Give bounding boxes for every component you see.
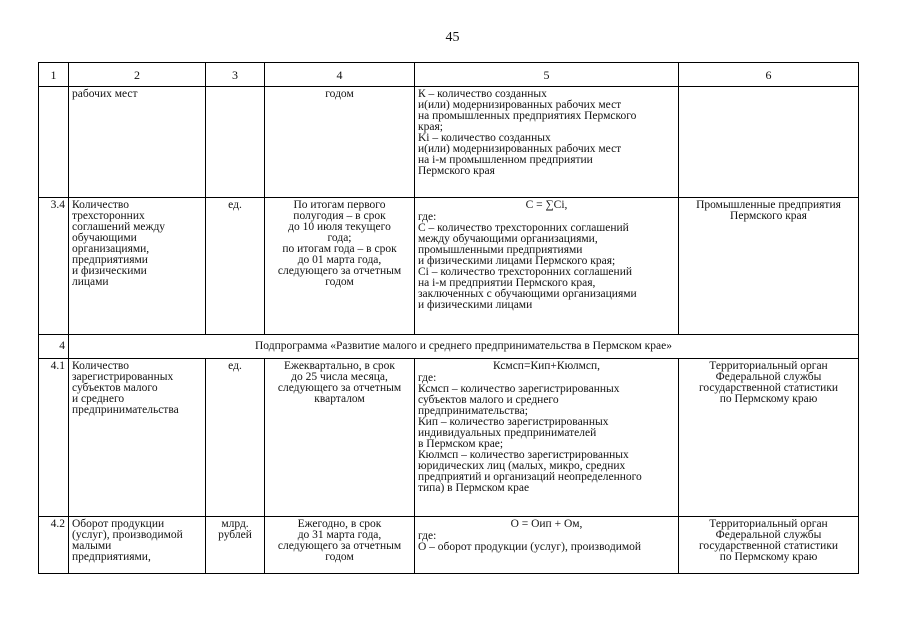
text-line: и(или) модернизированных рабочих мест bbox=[418, 99, 622, 111]
text-line: между обучающими организациями, bbox=[418, 233, 598, 245]
deadline-cell bbox=[265, 198, 415, 335]
text-line: Кюлмсп – количество зарегистрированных bbox=[418, 449, 629, 461]
text-line: предпринимательства; bbox=[418, 405, 528, 417]
text-line: до 01 марта года, bbox=[297, 254, 382, 266]
text-line: Пермского края bbox=[418, 165, 495, 177]
text-line: млрд. bbox=[221, 518, 249, 530]
text-line: до 10 июля текущего bbox=[288, 221, 391, 233]
text-line: до 31 марта года, bbox=[297, 529, 382, 541]
text-line: Ki – количество созданных bbox=[418, 132, 551, 144]
text-line: предприятий и организаций неопределенного bbox=[418, 471, 642, 483]
text-line: С – количество трехсторонних соглашений bbox=[418, 222, 629, 234]
text-line: Количество bbox=[72, 360, 129, 372]
text-line: Федеральной службы bbox=[715, 529, 822, 541]
text-line: где: bbox=[418, 211, 437, 223]
table-row-3-4 bbox=[39, 198, 859, 335]
text-line: Количество bbox=[72, 199, 129, 211]
table-row-4-1 bbox=[39, 359, 859, 517]
calculation-cell bbox=[415, 198, 679, 335]
text-line: Ежегодно, в срок bbox=[297, 518, 382, 530]
text-line: предпринимательства bbox=[72, 404, 179, 416]
text-line: Кип – количество зарегистрированных bbox=[418, 416, 609, 428]
source-cell bbox=[679, 87, 859, 198]
text-line: юридических лиц (малых, микро, средних bbox=[418, 460, 626, 472]
text-line: промышленными предприятиями bbox=[418, 244, 583, 256]
row-number-cell: 4.1 bbox=[39, 359, 69, 517]
text-line: и(или) модернизированных рабочих мест bbox=[418, 143, 622, 155]
text-line: и физическими bbox=[72, 265, 147, 277]
header-cell: 1 bbox=[39, 63, 69, 87]
text-line: по Пермскому краю bbox=[719, 393, 818, 405]
unit-cell bbox=[206, 87, 265, 198]
subprogram-title: Подпрограмма «Развитие малого и среднего предпринимательства в Пермском крае» bbox=[69, 335, 859, 359]
text-line: Ci – количество трехсторонних соглашений bbox=[418, 266, 632, 278]
row-number-cell: 3.4 bbox=[39, 198, 69, 335]
table-row-continued bbox=[39, 87, 859, 198]
text-line: края; bbox=[418, 121, 443, 133]
text-line: на промышленных предприятиях Пермского bbox=[418, 110, 637, 122]
calculation-text bbox=[418, 212, 675, 311]
table-row-4-2 bbox=[39, 517, 859, 574]
table-row-4 bbox=[39, 335, 859, 359]
text-line: государственной статистики bbox=[698, 540, 839, 552]
deadline-cell: годом bbox=[265, 87, 415, 198]
header-row bbox=[39, 63, 859, 87]
text-line: обучающими bbox=[72, 232, 137, 244]
text-line: годом bbox=[325, 551, 354, 563]
text-line: заключенных с обучающими организациями bbox=[418, 288, 637, 300]
formula: О = Оип + Ом, bbox=[510, 518, 583, 530]
text-line: полугодия – в срок bbox=[293, 210, 386, 222]
deadline-cell bbox=[265, 517, 415, 574]
text-line: По итогам первого bbox=[293, 199, 386, 211]
page-number: 45 bbox=[445, 30, 460, 45]
text-line: трехсторонних bbox=[72, 210, 145, 222]
text-line: где: bbox=[418, 530, 437, 542]
header-cell: 4 bbox=[265, 63, 415, 87]
text-line: на i-м предприятии Пермского края, bbox=[418, 277, 596, 289]
text-line: Промышленные предприятия bbox=[696, 199, 841, 211]
unit-cell: ед. bbox=[206, 359, 265, 517]
text-line: где: bbox=[418, 372, 437, 384]
calculation-text bbox=[418, 373, 675, 494]
text-line: типа) в Пермском крае bbox=[418, 482, 530, 494]
text-line: малыми bbox=[72, 540, 112, 552]
text-line: зарегистрированных bbox=[72, 371, 174, 383]
text-line: субъектов малого и среднего bbox=[418, 394, 559, 406]
text-line: субъектов малого bbox=[72, 382, 158, 394]
calculation-cell bbox=[415, 87, 679, 198]
text-line: по Пермскому краю bbox=[719, 551, 818, 563]
deadline-cell bbox=[265, 359, 415, 517]
unit-cell bbox=[206, 517, 265, 574]
indicator-name-cell bbox=[69, 359, 206, 517]
text-line: Ксмсп – количество зарегистрированных bbox=[418, 383, 620, 395]
source-cell bbox=[679, 359, 859, 517]
text-line: в Пермском крае; bbox=[418, 438, 504, 450]
calculation-cell bbox=[415, 359, 679, 517]
header-cell: 5 bbox=[415, 63, 679, 87]
text-line: индивидуальных предпринимателей bbox=[418, 427, 597, 439]
text-line: следующего за отчетным bbox=[277, 265, 402, 277]
text-line: и физическими лицами Пермского края; bbox=[418, 255, 616, 267]
header-cell: 2 bbox=[69, 63, 206, 87]
indicator-table bbox=[38, 62, 859, 574]
indicator-name-cell bbox=[69, 198, 206, 335]
text-line: следующего за отчетным bbox=[277, 540, 402, 552]
text-line: по итогам года – в срок bbox=[282, 243, 397, 255]
text-line: Пермского края bbox=[730, 210, 807, 222]
text-line: лицами bbox=[72, 276, 109, 288]
text-line: Оборот продукции bbox=[72, 518, 165, 530]
text-line: и физическими лицами bbox=[418, 299, 533, 311]
text-line: годом bbox=[325, 276, 354, 288]
formula: Ксмсп=Кип+Кюлмсп, bbox=[492, 360, 601, 372]
text-line: О – оборот продукции (услуг), производимой bbox=[418, 541, 642, 553]
text-line: Территориальный орган bbox=[709, 360, 828, 372]
text-line: предприятиями bbox=[72, 254, 148, 266]
text-line: К – количество созданных bbox=[418, 88, 547, 100]
text-line: рублей bbox=[218, 529, 252, 541]
text-line: до 25 числа месяца, bbox=[291, 371, 388, 383]
text-line: и среднего bbox=[72, 393, 125, 405]
formula: C = ∑Ci, bbox=[525, 199, 568, 211]
row-number-cell: 4.2 bbox=[39, 517, 69, 574]
unit-cell: ед. bbox=[206, 198, 265, 335]
text-line: предприятиями, bbox=[72, 551, 151, 563]
header-cell: 3 bbox=[206, 63, 265, 87]
text-line: Федеральной службы bbox=[715, 371, 822, 383]
text-line: Ежеквартально, в срок bbox=[284, 360, 395, 372]
calculation-cell bbox=[415, 517, 679, 574]
calculation-text bbox=[418, 531, 675, 553]
source-cell bbox=[679, 198, 859, 335]
row-number-cell bbox=[39, 87, 69, 198]
text-line: на i-м промышленном предприятии bbox=[418, 154, 593, 166]
text-line: соглашений между bbox=[72, 221, 166, 233]
indicator-name-cell bbox=[69, 517, 206, 574]
text-line: года; bbox=[327, 232, 352, 244]
header-cell: 6 bbox=[679, 63, 859, 87]
text-line: кварталом bbox=[314, 393, 365, 405]
row-number-cell: 4 bbox=[39, 335, 69, 359]
indicator-name-cell: рабочих мест bbox=[69, 87, 206, 198]
source-cell bbox=[679, 517, 859, 574]
text-line: организациями, bbox=[72, 243, 150, 255]
text-line: следующего за отчетным bbox=[277, 382, 402, 394]
text-line: государственной статистики bbox=[698, 382, 839, 394]
text-line: Территориальный орган bbox=[709, 518, 828, 530]
text-line: (услуг), производимой bbox=[72, 529, 183, 541]
